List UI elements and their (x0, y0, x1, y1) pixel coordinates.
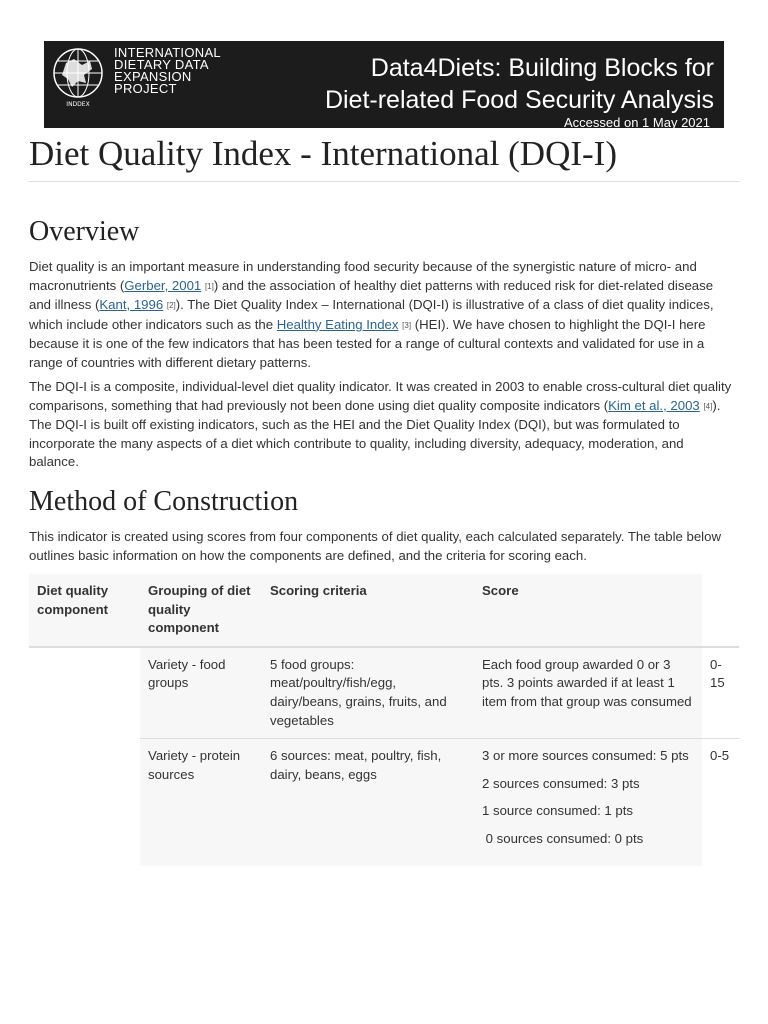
method-heading: Method of Construction (29, 486, 299, 517)
column-header: Diet quality component (29, 574, 140, 647)
org-name (114, 47, 221, 95)
score-line: 1 source consumed: 1 pts (482, 803, 634, 819)
svg-text:INDDEX: INDDEX (66, 101, 90, 107)
components-table (29, 574, 739, 866)
globe-logo-icon (48, 45, 108, 107)
column-header: Scoring criteria (262, 574, 474, 647)
header-banner (44, 41, 724, 128)
table-cell-empty (29, 739, 140, 866)
overview-heading: Overview (29, 216, 140, 247)
org-line: DIETARY DATA (114, 57, 209, 72)
citation-link-kim-2003[interactable]: Kim et al., 2003 (608, 397, 700, 413)
score-line: 3 or more sources consumed: 5 pts (482, 748, 689, 764)
column-header-empty (702, 574, 739, 647)
citation-link-kant-1996[interactable]: Kant, 1996 (99, 297, 164, 313)
org-line: EXPANSION (114, 69, 192, 84)
org-line: INTERNATIONAL (114, 45, 221, 60)
banner-title-line-2: Diet-related Food Security Analysis (324, 86, 714, 114)
reference-marker[interactable]: [3] (402, 320, 412, 330)
title-divider (29, 181, 739, 182)
score-range-cell: 0-15 (702, 647, 739, 739)
reference-marker[interactable]: [4] (703, 401, 713, 411)
grouping-cell: Variety - food groups (140, 647, 262, 739)
citation-link-gerber-2001[interactable]: Gerber, 2001 (124, 277, 202, 293)
table-row (29, 739, 739, 866)
criteria-cell: 6 sources: meat, poultry, fish, dairy, beans, eggs (262, 739, 474, 866)
table-header-row (29, 574, 739, 647)
page-title: Diet Quality Index - International (DQI-I) (29, 134, 617, 173)
reference-marker[interactable]: [2] (166, 301, 176, 311)
org-line: PROJECT (114, 81, 177, 96)
accessed-date: Accessed on 1 May 2021 (564, 115, 710, 130)
banner-title-line-1: Data4Diets: Building Blocks for (370, 54, 714, 82)
table-cell-empty (29, 647, 140, 739)
criteria-cell: 5 food groups: meat/poultry/fish/egg, dairy/beans, grains, fruits, and vegetables (262, 647, 474, 739)
method-intro: This indicator is created using scores from four components of diet quality, each calculated separately. The table below outlines basic information on how the components are defined, and the criteria for scoring each. (29, 529, 721, 563)
score-line: 0 sources consumed: 0 pts (482, 830, 644, 846)
reference-marker[interactable]: [1] (204, 281, 214, 291)
column-header: Score (474, 574, 702, 647)
link-healthy-eating-index[interactable]: Healthy Eating Index (276, 316, 399, 332)
score-range-cell: 0-5 (710, 748, 730, 764)
table-row (29, 647, 739, 739)
score-cell: Each food group awarded 0 or 3 pts. 3 points awarded if at least 1 item from that group was consumed (474, 647, 702, 739)
grouping-cell: Variety - protein sources (140, 739, 262, 866)
score-line: 2 sources consumed: 3 pts (482, 775, 640, 791)
overview-paragraph-2: The DQI-I is a composite, individual-level diet quality indicator. It was created in 2003 to enable cross-cultural diet quality comparisons, something that had previously not been done using diet quality composite indicators (Kim et al., 2003 [4]). The DQI-I is built off existing indicators, such as the HEI and the Diet Quality Index (DQI), but was formulated to incorporate the many aspects of a diet which contribute to quality, including diversity, adequacy, moderation, and balance. (29, 379, 732, 470)
overview-paragraph-1: Diet quality is an important measure in understanding food security because of the synergistic nature of micro- and macronutrients (Gerber, 2001 [1]) and the association of healthy diet patterns with reduced risk for diet-related disease and illness (Kant, 1996 [2]). The Diet Quality Index – International (DQI-I) is illustrative of a class of diet quality indices, which include other indicators such as the Healthy Eating Index [3] (HEI). We have chosen to highlight the DQI-I here because it is one of the few indicators that has been tested for a range of cultural contexts and validated for use in a range of countries with different dietary patterns. (29, 259, 714, 370)
column-header: Grouping of diet quality component (140, 574, 262, 647)
score-cell (474, 739, 702, 866)
